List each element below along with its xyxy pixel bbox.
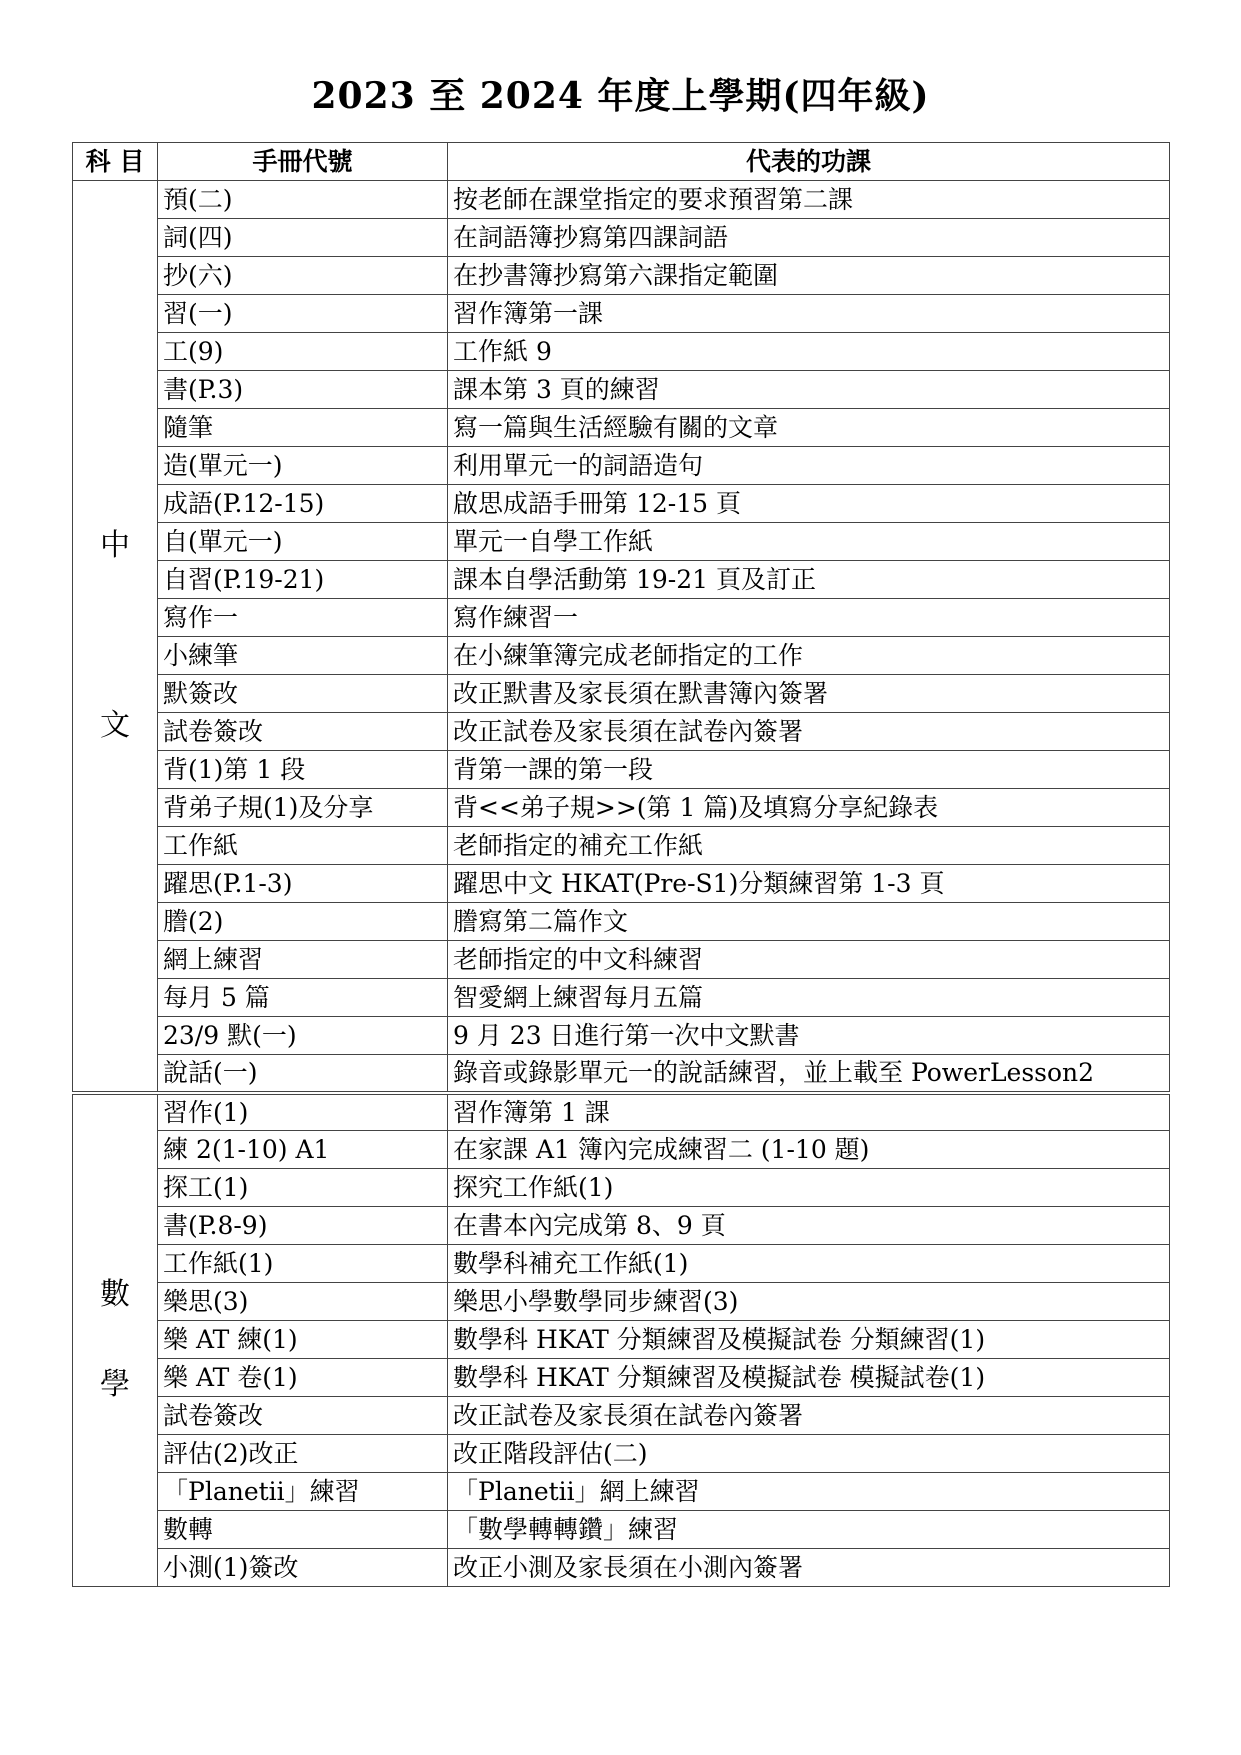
code-cell: 每月 5 篇 [158,979,448,1017]
homework-cell: 課本第 3 頁的練習 [448,371,1170,409]
subject-char [110,561,120,591]
code-cell: 謄(2) [158,903,448,941]
code-cell: 書(P.8-9) [158,1207,448,1245]
code-cell: 「Planetii」練習 [158,1473,448,1511]
code-cell: 寫作一 [158,599,448,637]
subject-char [110,591,120,621]
code-cell: 網上練習 [158,941,448,979]
code-cell: 試卷簽改 [158,1397,448,1435]
subject-char [110,651,120,681]
homework-cell: 習作簿第 1 課 [448,1093,1170,1131]
code-cell: 數轉 [158,1511,448,1549]
homework-cell: 改正階段評估(二) [448,1435,1170,1473]
subject-char: 數 [100,1277,130,1313]
homework-cell: 改正試卷及家長須在試卷內簽署 [448,1397,1170,1435]
homework-cell: 習作簿第一課 [448,295,1170,333]
subject-char [110,1340,120,1370]
table-row [73,599,1170,637]
table-row [73,447,1170,485]
table-row [73,675,1170,713]
homework-cell: 寫作練習一 [448,599,1170,637]
table-row [73,1169,1170,1207]
subject-cell [73,181,158,1093]
code-cell: 躍思(P.1-3) [158,865,448,903]
table-row [73,1549,1170,1587]
header-code: 手冊代號 [158,143,448,181]
code-cell: 樂 AT 練(1) [158,1321,448,1359]
homework-cell: 老師指定的補充工作紙 [448,827,1170,865]
code-cell: 成語(P.12-15) [158,485,448,523]
code-cell: 練 2(1-10) A1 [158,1131,448,1169]
homework-cell: 躍思中文 HKAT(Pre-S1)分類練習第 1-3 頁 [448,865,1170,903]
table-row [73,1283,1170,1321]
homework-cell: 單元一自學工作紙 [448,523,1170,561]
code-cell: 背弟子規(1)及分享 [158,789,448,827]
homework-cell: 老師指定的中文科練習 [448,941,1170,979]
table-row [73,1473,1170,1511]
table-row [73,789,1170,827]
subject-char [110,1310,120,1340]
table-row [73,409,1170,447]
table-row [73,941,1170,979]
code-cell: 樂 AT 卷(1) [158,1359,448,1397]
homework-cell: 樂思小學數學同步練習(3) [448,1283,1170,1321]
homework-cell: 數學科 HKAT 分類練習及模擬試卷 分類練習(1) [448,1321,1170,1359]
subject-char: 中 [100,527,130,563]
table-header-row [73,143,1170,181]
code-cell: 小練筆 [158,637,448,675]
homework-cell: 課本自學活動第 19-21 頁及訂正 [448,561,1170,599]
homework-cell: 改正試卷及家長須在試卷內簽署 [448,713,1170,751]
code-cell: 說話(一) [158,1055,448,1093]
subject-char: 文 [100,707,130,743]
subject-char [110,621,120,651]
header-subject: 科 目 [73,143,158,181]
homework-cell: 數學科 HKAT 分類練習及模擬試卷 模擬試卷(1) [448,1359,1170,1397]
table-row [73,1397,1170,1435]
table-row [73,1017,1170,1055]
code-cell: 抄(六) [158,257,448,295]
table-row [73,865,1170,903]
homework-cell: 改正小測及家長須在小測內簽署 [448,1549,1170,1587]
homework-cell: 「數學轉轉鑽」練習 [448,1511,1170,1549]
code-cell: 樂思(3) [158,1283,448,1321]
homework-cell: 智愛網上練習每月五篇 [448,979,1170,1017]
code-cell: 隨筆 [158,409,448,447]
homework-cell: 工作紙 9 [448,333,1170,371]
table-row [73,637,1170,675]
homework-cell: 背第一課的第一段 [448,751,1170,789]
homework-table [72,142,1170,1587]
code-cell: 書(P.3) [158,371,448,409]
homework-cell: 在小練筆簿完成老師指定的工作 [448,637,1170,675]
table-row [73,257,1170,295]
table-row [73,1511,1170,1549]
code-cell: 小測(1)簽改 [158,1549,448,1587]
homework-cell: 數學科補充工作紙(1) [448,1245,1170,1283]
homework-cell: 探究工作紙(1) [448,1169,1170,1207]
table-row [73,827,1170,865]
page-title: 2023 至 2024 年度上學期(四年級) [311,75,930,117]
homework-cell: 錄音或錄影單元一的說話練習，並上載至 PowerLesson2 [448,1055,1170,1093]
table-row [73,219,1170,257]
table-row [73,181,1170,219]
code-cell: 習(一) [158,295,448,333]
table-row [73,751,1170,789]
code-cell: 自習(P.19-21) [158,561,448,599]
table-row [73,1093,1170,1131]
homework-cell: 謄寫第二篇作文 [448,903,1170,941]
subject-cell [73,1093,158,1587]
subject-label [73,527,157,743]
homework-cell: 寫一篇與生活經驗有關的文章 [448,409,1170,447]
header-homework: 代表的功課 [448,143,1170,181]
subject-char: 學 [100,1367,130,1403]
homework-cell: 9 月 23 日進行第一次中文默書 [448,1017,1170,1055]
table-row [73,371,1170,409]
table-row [73,979,1170,1017]
table-row [73,295,1170,333]
code-cell: 23/9 默(一) [158,1017,448,1055]
homework-cell: 按老師在課堂指定的要求預習第二課 [448,181,1170,219]
code-cell: 默簽改 [158,675,448,713]
code-cell: 探工(1) [158,1169,448,1207]
code-cell: 評估(2)改正 [158,1435,448,1473]
code-cell: 工作紙(1) [158,1245,448,1283]
table-row [73,1207,1170,1245]
table-row [73,1055,1170,1093]
code-cell: 背(1)第 1 段 [158,751,448,789]
homework-cell: 利用單元一的詞語造句 [448,447,1170,485]
homework-cell: 在書本內完成第 8、9 頁 [448,1207,1170,1245]
table-row [73,561,1170,599]
homework-cell: 背<<弟子規>>(第 1 篇)及填寫分享紀錄表 [448,789,1170,827]
homework-cell: 啟思成語手冊第 12-15 頁 [448,485,1170,523]
table-row [73,1321,1170,1359]
code-cell: 預(二) [158,181,448,219]
subject-char [110,681,120,711]
table-row [73,523,1170,561]
subject-label [73,1277,157,1403]
table-row [73,1131,1170,1169]
table-row [73,1435,1170,1473]
table-row [73,1359,1170,1397]
homework-cell: 在抄書簿抄寫第六課指定範圍 [448,257,1170,295]
homework-cell: 在詞語簿抄寫第四課詞語 [448,219,1170,257]
table-row [73,485,1170,523]
table-row [73,903,1170,941]
code-cell: 試卷簽改 [158,713,448,751]
code-cell: 習作(1) [158,1093,448,1131]
table-row [73,713,1170,751]
table-row [73,333,1170,371]
code-cell: 自(單元一) [158,523,448,561]
homework-cell: 在家課 A1 簿內完成練習二 (1-10 題) [448,1131,1170,1169]
homework-cell: 「Planetii」網上練習 [448,1473,1170,1511]
code-cell: 詞(四) [158,219,448,257]
code-cell: 工(9) [158,333,448,371]
table-body [73,181,1170,1587]
homework-cell: 改正默書及家長須在默書簿內簽署 [448,675,1170,713]
code-cell: 造(單元一) [158,447,448,485]
code-cell: 工作紙 [158,827,448,865]
table-row [73,1245,1170,1283]
